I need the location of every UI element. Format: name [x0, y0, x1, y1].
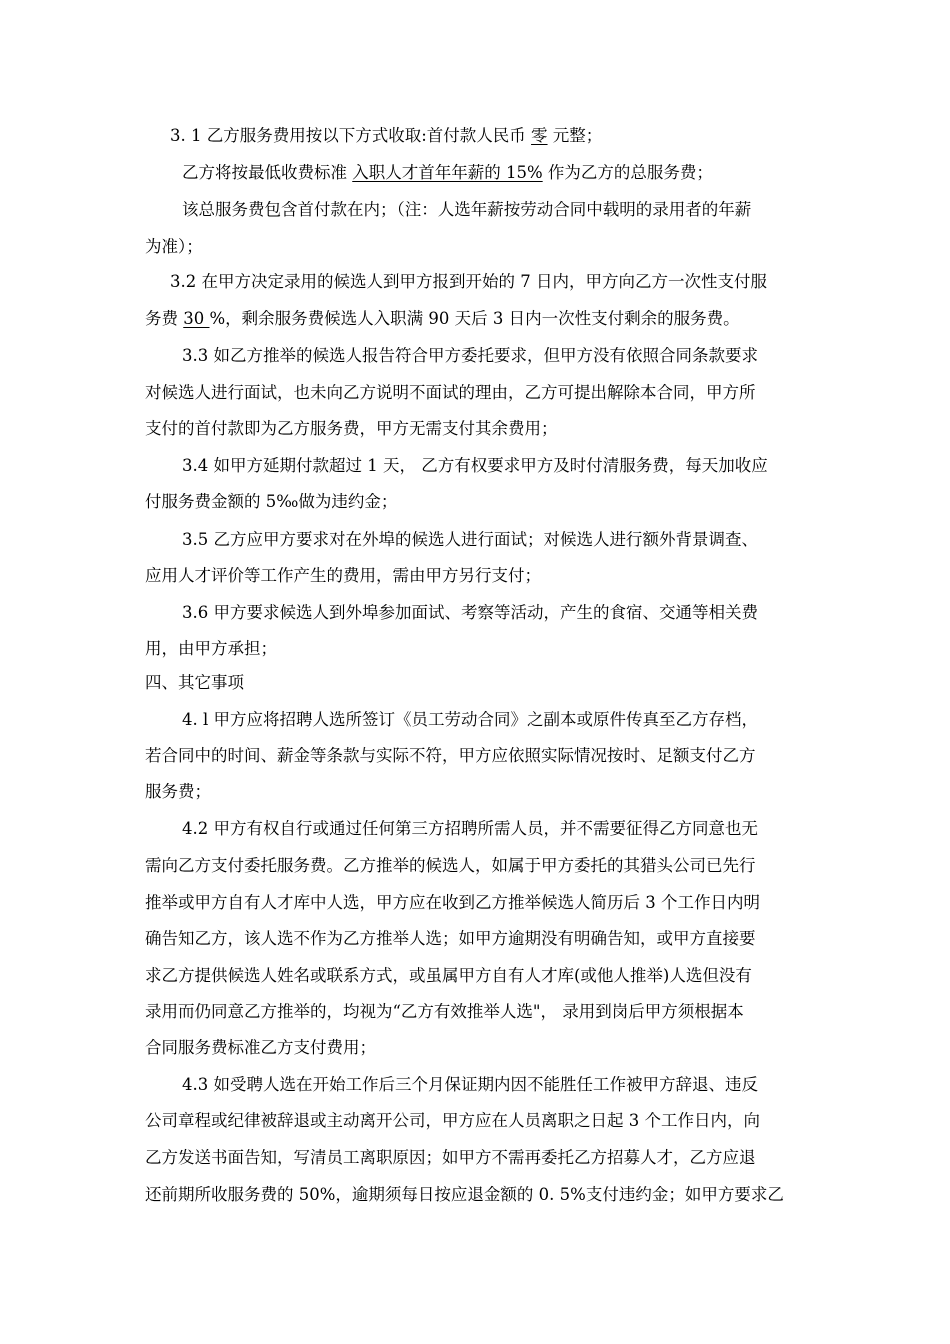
paragraph-4-3-line-1: 4.3 如受聘人选在开始工作后三个月保证期内因不能胜任工作被甲方辞退、违反: [182, 1075, 758, 1094]
paragraph-3-4-line-2: 付服务费金额的 5‰做为违约金；: [145, 492, 398, 511]
paragraph-3-5-line-1: 3.5 乙方应甲方要求对在外埠的候选人进行面试；对候选人进行额外背景调查、: [182, 530, 758, 549]
section-heading-other-matters: 四、其它事项: [145, 673, 244, 692]
paragraph-4-3-line-2: 公司章程或纪律被辞退或主动离开公司，甲方应在人员离职之日起 3 个工作日内，向: [145, 1111, 760, 1130]
paragraph-4-2-line-6: 录用而仍同意乙方推举的，均视为“乙方有效推举人选"， 录用到岗后甲方须根据本: [145, 1002, 744, 1021]
paragraph-4-2-line-4: 确告知乙方，该人选不作为乙方推举人选；如甲方逾期没有明确告知，或甲方直接要: [145, 929, 756, 948]
text-segment: 元整；: [547, 126, 603, 145]
text-segment: 务费: [145, 309, 184, 328]
text-segment: %，剩余服务费候选人入职满 90 天后 3 日内一次性支付剩余的服务费。: [209, 309, 740, 328]
paragraph-3-1-line-3: 该总服务费包含首付款在内；（注：人选年薪按劳动合同中载明的录用者的年薪: [182, 200, 752, 219]
paragraph-4-1-line-2: 若合同中的时间、薪金等条款与实际不符，甲方应依照实际情况按时、足额支付乙方: [145, 746, 756, 765]
paragraph-3-3-line-1: 3.3 如乙方推举的候选人报告符合甲方委托要求，但甲方没有依照合同条款要求: [182, 346, 758, 365]
text-segment: 3. 1 乙方服务费用按以下方式收取:首付款人民币: [170, 126, 532, 145]
paragraph-3-3-line-2: 对候选人进行面试，也未向乙方说明不面试的理由，乙方可提出解除本合同，甲方所: [145, 383, 756, 402]
paragraph-3-1-line-2: [182, 163, 865, 183]
paragraph-3-5-line-2: 应用人才评价等工作产生的费用，需由甲方另行支付；: [145, 566, 541, 585]
underlined-fee-standard: 入职人才首年年薪的 15%: [352, 163, 543, 182]
underlined-amount: 零: [531, 126, 548, 145]
paragraph-4-2-line-1: 4.2 甲方有权自行或通过任何第三方招聘所需人员，并不需要征得乙方同意也无: [182, 819, 758, 838]
paragraph-3-4-line-1: 3.4 如甲方延期付款超过 1 天， 乙方有权要求甲方及时付清服务费，每天加收应: [182, 456, 768, 475]
paragraph-3-1-line-4: 为准）；: [145, 237, 203, 256]
text-segment: 乙方将按最低收费标准: [182, 163, 353, 182]
paragraph-3-2-line-1: 3.2 在甲方决定录用的候选人到甲方报到开始的 7 日内，甲方向乙方一次性支付服: [170, 272, 767, 291]
paragraph-3-1-line-1: [170, 126, 865, 146]
paragraph-4-2-line-2: 需向乙方支付委托服务费。乙方推举的候选人，如属于甲方委托的其猎头公司已先行: [145, 856, 756, 875]
paragraph-3-6-line-2: 用，由甲方承担；: [145, 639, 277, 658]
paragraph-4-2-line-7: 合同服务费标准乙方支付费用；: [145, 1038, 376, 1057]
paragraph-3-6-line-1: 3.6 甲方要求候选人到外埠参加面试、考察等活动，产生的食宿、交通等相关费: [182, 603, 758, 622]
paragraph-3-3-line-3: 支付的首付款即为乙方服务费，甲方无需支付其余费用；: [145, 419, 558, 438]
paragraph-3-2-line-2: [145, 309, 865, 329]
paragraph-4-2-line-3: 推举或甲方自有人才库中人选，甲方应在收到乙方推举候选人简历后 3 个工作日内明: [145, 893, 760, 912]
text-segment: 作为乙方的总服务费；: [542, 163, 713, 182]
paragraph-4-1-line-1: 4. l 甲方应将招聘人选所签订《员工劳动合同》之副本或原件传真至乙方存档，: [182, 710, 759, 729]
underlined-percentage: 30: [183, 309, 210, 328]
paragraph-4-1-line-3: 服务费；: [145, 782, 211, 801]
paragraph-4-3-line-3: 乙方发送书面告知，写清员工离职原因；如甲方不需再委托乙方招募人才，乙方应退: [145, 1148, 756, 1167]
paragraph-4-2-line-5: 求乙方提供候选人姓名或联系方式，或虽属甲方自有人才库(或他人推举)人选但没有: [145, 966, 752, 985]
paragraph-4-3-line-4: 还前期所收服务费的 50%，逾期须每日按应退金额的 0. 5%支付违约金；如甲方要求乙: [145, 1185, 784, 1204]
